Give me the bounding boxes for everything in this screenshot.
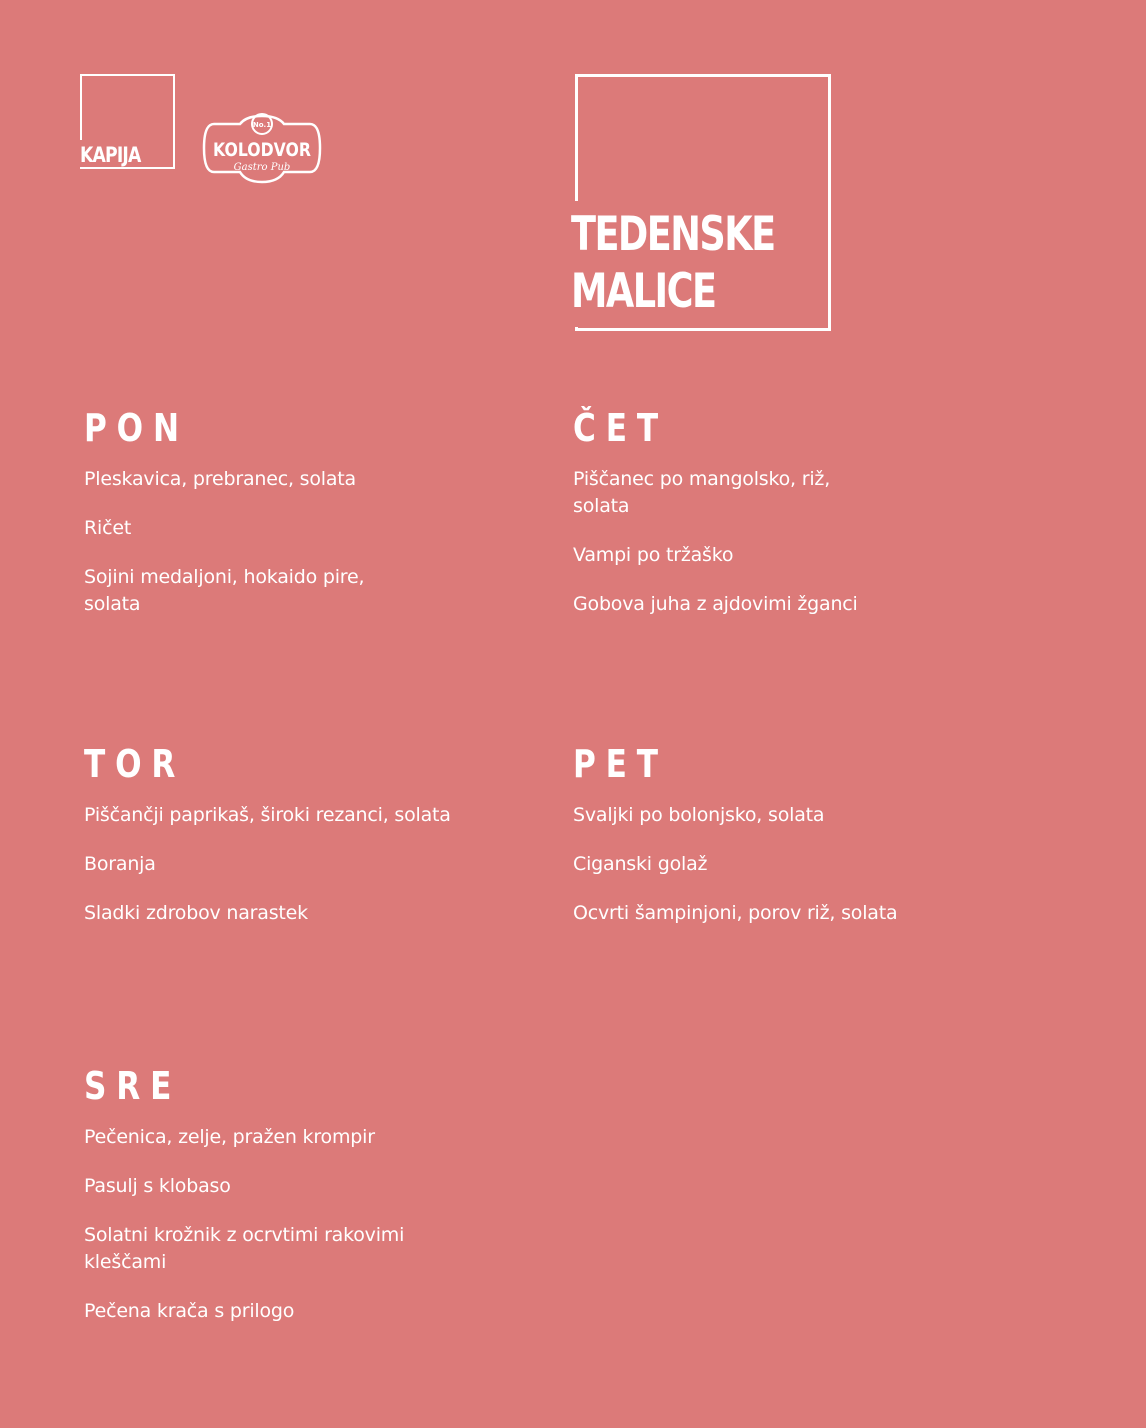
menu-item: Solatni krožnik z ocrvtimi rakovimi kleščami xyxy=(84,1224,405,1273)
menu-item: Ciganski golaž xyxy=(573,853,708,875)
kapija-logo-text: KAPIJA xyxy=(80,143,141,167)
menu-item: Piščančji paprikaš, široki rezanci, solata xyxy=(84,804,451,826)
menu-item: Boranja xyxy=(84,853,156,875)
page-title-line-1: TEDENSKE xyxy=(571,207,775,262)
day-section-pet xyxy=(573,744,953,949)
menu-item: Pečena krača s prilogo xyxy=(84,1300,295,1322)
menu-item: Gobova juha z ajdovimi žganci xyxy=(573,593,858,615)
day-heading-pon: PON xyxy=(84,406,189,450)
day-heading-pet: PET xyxy=(573,742,668,786)
kolodvor-logo xyxy=(202,110,322,186)
day-section-pon xyxy=(84,408,394,640)
page-title-line-2: MALICE xyxy=(571,264,716,319)
day-heading-tor: TOR xyxy=(84,742,186,786)
menu-item: Piščanec po mangolsko, riž, solata xyxy=(573,468,831,517)
day-section-sre xyxy=(84,1066,434,1347)
day-heading-sre: SRE xyxy=(84,1064,182,1108)
menu-item: Ričet xyxy=(84,517,132,539)
kapija-logo xyxy=(80,74,175,169)
kolodvor-name: KOLODVOR xyxy=(213,139,312,161)
menu-item: Vampi po tržaško xyxy=(573,544,734,566)
menu-item: Pasulj s klobaso xyxy=(84,1175,231,1197)
kolodvor-badge-number: No.1 xyxy=(252,121,272,129)
menu-item: Svaljki po bolonjsko, solata xyxy=(573,804,825,826)
menu-item: Ocvrti šampinjoni, porov riž, solata xyxy=(573,902,898,924)
kolodvor-subtitle: Gastro Pub xyxy=(233,162,291,173)
menu-item: Pečenica, zelje, pražen krompir xyxy=(84,1126,375,1148)
menu-item: Sladki zdrobov narastek xyxy=(84,902,308,924)
kolodvor-badge-icon xyxy=(202,110,322,186)
menu-item: Sojini medaljoni, hokaido pire, solata xyxy=(84,566,365,615)
day-section-cet xyxy=(573,408,863,640)
day-section-tor xyxy=(84,744,504,949)
page-title xyxy=(571,206,775,320)
day-heading-cet: ČET xyxy=(573,406,668,450)
menu-item: Pleskavica, prebranec, solata xyxy=(84,468,356,490)
